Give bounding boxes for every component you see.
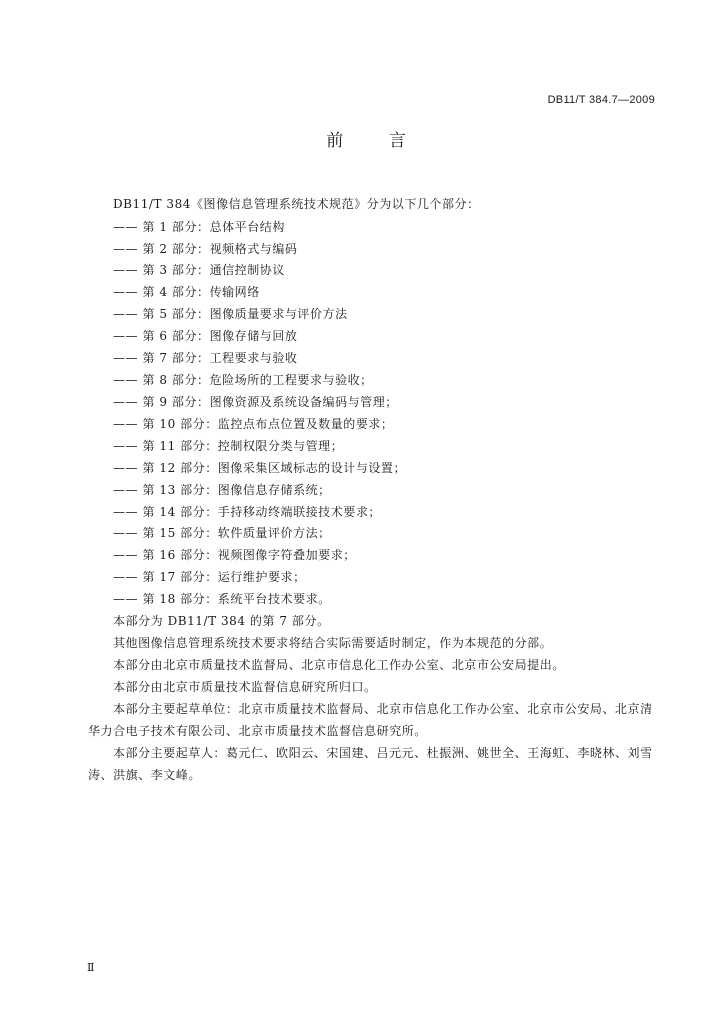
intro-line: DB11/T 384《图像信息管理系统技术规范》分为以下几个部分： <box>113 197 480 211</box>
list-item: —— 第 1 部分：总体平台结构 <box>113 220 285 234</box>
list-item: —— 第 15 部分：软件质量评价方法； <box>113 526 331 540</box>
list-item: —— 第 10 部分：监控点布点位置及数量的要求； <box>113 417 394 431</box>
list-item: —— 第 14 部分：手持移动终端联接技术要求； <box>113 505 381 519</box>
list-item: —— 第 4 部分：传输网络 <box>113 285 260 299</box>
list-item: —— 第 8 部分：危险场所的工程要求与验收； <box>113 373 373 387</box>
list-item: —— 第 13 部分：图像信息存储系统； <box>113 483 331 497</box>
list-item: —— 第 6 部分：图像存储与回放 <box>113 329 298 343</box>
page-number: Ⅱ <box>87 961 95 974</box>
list-item: —— 第 17 部分：运行维护要求； <box>113 570 306 584</box>
paragraph-centralized-by: 本部分由北京市质量技术监督信息研究所归口。 <box>113 680 377 694</box>
standard-code-header: DB11/T 384.7—2009 <box>547 94 655 106</box>
list-item: —— 第 12 部分：图像采集区域标志的设计与设置； <box>113 461 407 475</box>
list-item: —— 第 16 部分：视频图像字符叠加要求； <box>113 548 356 562</box>
paragraph-line: 涛、洪旗、李文峰。 <box>88 768 201 782</box>
paragraph-line: 本部分主要起草人：葛元仁、欧阳云、宋国建、吕元元、杜振洲、姚世全、王海虹、李晓林、刘雪 <box>113 746 653 760</box>
list-item: —— 第 9 部分：图像资源及系统设备编码与管理； <box>113 395 398 409</box>
list-item: —— 第 18 部分：系统平台技术要求。 <box>113 592 331 606</box>
list-item: —— 第 11 部分：控制权限分类与管理； <box>113 439 344 453</box>
paragraph-line: 本部分主要起草单位：北京市质量技术监督局、北京市信息化工作办公室、北京市公安局、北京清 <box>113 702 653 716</box>
list-item: —— 第 3 部分：通信控制协议 <box>113 263 285 277</box>
paragraph-line: 华力合电子技术有限公司、北京市质量技术监督信息研究所。 <box>88 724 427 738</box>
list-item: —— 第 5 部分：图像质量要求与评价方法 <box>113 307 348 321</box>
list-item: —— 第 7 部分：工程要求与验收 <box>113 351 298 365</box>
paragraph-part-number: 本部分为 DB11/T 384 的第 7 部分。 <box>113 614 330 628</box>
paragraph-other-requirements: 其他图像信息管理系统技术要求将结合实际需要适时制定，作为本规范的分部。 <box>113 636 553 650</box>
paragraph-proposed-by: 本部分由北京市质量技术监督局、北京市信息化工作办公室、北京市公安局提出。 <box>113 658 565 672</box>
list-item: —— 第 2 部分：视频格式与编码 <box>113 242 298 256</box>
page-title: 前 言 <box>326 131 406 151</box>
